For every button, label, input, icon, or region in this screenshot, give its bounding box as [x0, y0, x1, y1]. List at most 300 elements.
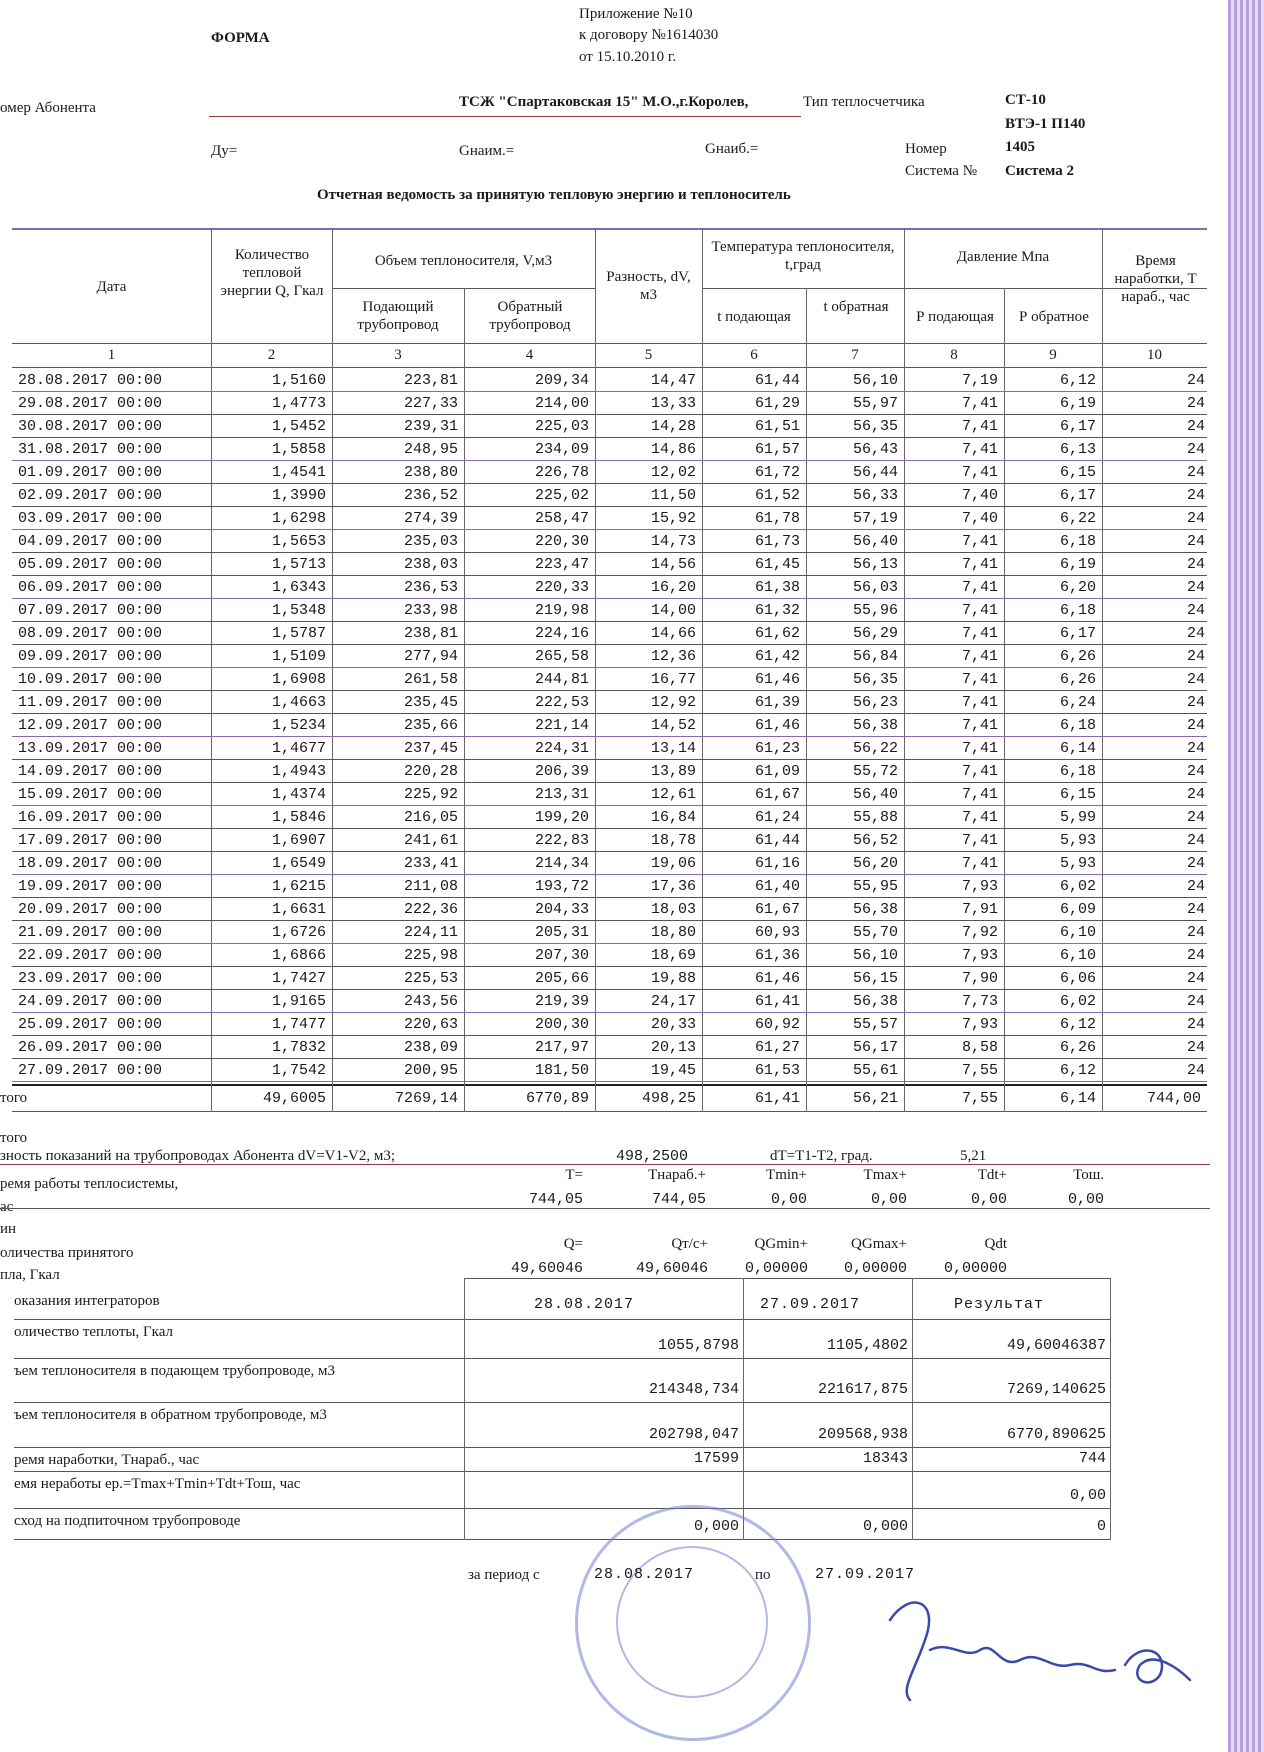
row-cell: 24 — [1186, 947, 1205, 964]
row-cell: 6,26 — [1059, 1039, 1096, 1056]
system-label: Система № — [905, 163, 978, 179]
gnaim-label: Gнаим.= — [459, 143, 515, 159]
du-label: Ду= — [211, 143, 238, 159]
row-cell: 237,45 — [403, 740, 458, 757]
row-cell: 24 — [1186, 1039, 1205, 1056]
row-cell: 6,22 — [1059, 510, 1096, 527]
row-cell: 55,96 — [852, 602, 898, 619]
heat-label-1: оличества принятого — [0, 1245, 134, 1261]
row-date: 29.08.2017 00:00 — [18, 395, 163, 412]
table-row — [12, 760, 1207, 783]
row-cell: 7,92 — [961, 924, 998, 941]
row-cell: 1,4773 — [271, 395, 326, 412]
column-number: 2 — [267, 347, 276, 363]
row-cell: 24 — [1186, 602, 1205, 619]
row-cell: 243,56 — [403, 993, 458, 1010]
table-row — [12, 852, 1207, 875]
gnaib-label: Gнаиб.= — [705, 141, 759, 157]
row-cell: 222,83 — [534, 832, 589, 849]
row-cell: 24,17 — [650, 993, 696, 1010]
row-cell: 55,88 — [852, 809, 898, 826]
row-cell: 16,77 — [650, 671, 696, 688]
row-cell: 24 — [1186, 395, 1205, 412]
row-cell: 235,45 — [403, 694, 458, 711]
row-cell: 56,35 — [852, 671, 898, 688]
t-label: Тнараб.+ — [648, 1167, 706, 1183]
table-row — [12, 369, 1207, 392]
row-cell: 24 — [1186, 487, 1205, 504]
row-cell: 7,91 — [961, 901, 998, 918]
row-cell: 1,7542 — [271, 1062, 326, 1079]
row-cell: 6,15 — [1059, 464, 1096, 481]
row-cell: 224,16 — [534, 625, 589, 642]
row-cell: 18,80 — [650, 924, 696, 941]
row-cell: 1,7427 — [271, 970, 326, 987]
header-pressure: Давление Мпа — [956, 249, 1050, 265]
row-cell: 1,5858 — [271, 441, 326, 458]
row-cell: 24 — [1186, 740, 1205, 757]
row-cell: 13,14 — [650, 740, 696, 757]
row-cell: 225,92 — [403, 786, 458, 803]
row-cell: 56,33 — [852, 487, 898, 504]
int-row-value: 0 — [1096, 1518, 1106, 1535]
row-cell: 61,62 — [754, 625, 800, 642]
row-cell: 1,4541 — [271, 464, 326, 481]
row-cell: 7,19 — [961, 372, 998, 389]
header-q: Количество тепловой энергии Q, Гкал — [220, 247, 324, 299]
row-cell: 8,58 — [961, 1039, 998, 1056]
row-cell: 213,31 — [534, 786, 589, 803]
row-cell: 1,5348 — [271, 602, 326, 619]
table-row — [12, 898, 1207, 921]
row-cell: 24 — [1186, 1062, 1205, 1079]
row-cell: 1,5109 — [271, 648, 326, 665]
itogo-label: того — [0, 1130, 28, 1146]
int-line-2 — [14, 1358, 1111, 1359]
row-cell: 56,15 — [852, 970, 898, 987]
row-cell: 236,53 — [403, 579, 458, 596]
row-cell: 12,92 — [650, 694, 696, 711]
q-label: Q= — [563, 1236, 583, 1252]
row-cell: 225,98 — [403, 947, 458, 964]
header-t-supply: t подающая — [717, 309, 791, 325]
t-value: 0,00 — [1067, 1191, 1104, 1208]
q-label: QGmin+ — [754, 1236, 808, 1252]
meter-type-value-1: СТ-10 — [1005, 92, 1046, 108]
row-cell: 24 — [1186, 924, 1205, 941]
header-time: Время наработки, Т нараб., час — [1114, 253, 1197, 305]
table-row — [12, 392, 1207, 415]
row-cell: 6,14 — [1059, 740, 1096, 757]
row-cell: 61,39 — [754, 694, 800, 711]
row-cell: 56,43 — [852, 441, 898, 458]
row-cell: 214,00 — [534, 395, 589, 412]
total-cell: 498,25 — [641, 1090, 696, 1107]
table-row — [12, 990, 1207, 1013]
row-cell: 24 — [1186, 372, 1205, 389]
total-cell: 6770,89 — [525, 1090, 589, 1107]
row-cell: 7,41 — [961, 464, 998, 481]
row-cell: 6,18 — [1059, 602, 1096, 619]
table-row — [12, 530, 1207, 553]
row-cell: 56,13 — [852, 556, 898, 573]
row-date: 31.08.2017 00:00 — [18, 441, 163, 458]
int-row-value: 49,60046387 — [1006, 1337, 1106, 1354]
row-cell: 6,06 — [1059, 970, 1096, 987]
row-date: 14.09.2017 00:00 — [18, 763, 163, 780]
worktime-label-2: ас — [0, 1199, 14, 1215]
row-cell: 18,78 — [650, 832, 696, 849]
row-cell: 61,27 — [754, 1039, 800, 1056]
row-cell: 1,5160 — [271, 372, 326, 389]
row-date: 04.09.2017 00:00 — [18, 533, 163, 550]
row-cell: 1,6215 — [271, 878, 326, 895]
q-value: 49,60046 — [510, 1260, 583, 1277]
row-cell: 24 — [1186, 464, 1205, 481]
row-cell: 7,41 — [961, 740, 998, 757]
row-cell: 238,03 — [403, 556, 458, 573]
row-cell: 61,73 — [754, 533, 800, 550]
row-cell: 235,66 — [403, 717, 458, 734]
row-cell: 16,20 — [650, 579, 696, 596]
row-cell: 56,22 — [852, 740, 898, 757]
row-cell: 24 — [1186, 625, 1205, 642]
table-row — [12, 806, 1207, 829]
row-cell: 220,63 — [403, 1016, 458, 1033]
row-cell: 235,03 — [403, 533, 458, 550]
row-cell: 24 — [1186, 694, 1205, 711]
row-cell: 5,93 — [1059, 855, 1096, 872]
row-cell: 6,26 — [1059, 648, 1096, 665]
row-cell: 7,41 — [961, 533, 998, 550]
row-date: 13.09.2017 00:00 — [18, 740, 163, 757]
int-title: оказания интеграторов — [14, 1293, 160, 1309]
int-row-value: 209568,938 — [817, 1426, 908, 1443]
row-cell: 24 — [1186, 556, 1205, 573]
period-to-label: по — [755, 1567, 771, 1583]
header-temp: Температура теплоносителя, t,град — [711, 239, 895, 273]
row-cell: 1,5787 — [271, 625, 326, 642]
row-cell: 6,15 — [1059, 786, 1096, 803]
row-cell: 19,88 — [650, 970, 696, 987]
row-cell: 61,42 — [754, 648, 800, 665]
total-cell: 6,14 — [1059, 1090, 1096, 1107]
row-cell: 7,41 — [961, 625, 998, 642]
int-col-4 — [1110, 1278, 1111, 1540]
table-row — [12, 921, 1207, 944]
row-cell: 7,41 — [961, 441, 998, 458]
row-cell: 61,57 — [754, 441, 800, 458]
row-date: 12.09.2017 00:00 — [18, 717, 163, 734]
row-cell: 1,9165 — [271, 993, 326, 1010]
int-col3-header: Результат — [954, 1296, 1045, 1313]
row-cell: 18,03 — [650, 901, 696, 918]
table-row — [12, 645, 1207, 668]
table-row — [12, 507, 1207, 530]
row-cell: 14,00 — [650, 602, 696, 619]
table-row — [12, 461, 1207, 484]
row-cell: 61,46 — [754, 717, 800, 734]
total-cell: 7269,14 — [394, 1090, 458, 1107]
row-cell: 1,4374 — [271, 786, 326, 803]
row-cell: 56,44 — [852, 464, 898, 481]
row-date: 06.09.2017 00:00 — [18, 579, 163, 596]
column-number: 3 — [394, 347, 402, 363]
row-cell: 60,92 — [754, 1016, 800, 1033]
row-cell: 20,13 — [650, 1039, 696, 1056]
row-cell: 12,61 — [650, 786, 696, 803]
row-date: 23.09.2017 00:00 — [18, 970, 163, 987]
column-number: 10 — [1147, 347, 1162, 363]
int-row-value: 0,000 — [693, 1518, 739, 1535]
period-from: 28.08.2017 — [594, 1566, 695, 1583]
header-p-supply: Р подающая — [916, 309, 994, 325]
row-cell: 20,33 — [650, 1016, 696, 1033]
row-cell: 61,36 — [754, 947, 800, 964]
row-cell: 277,94 — [403, 648, 458, 665]
total-label: того — [0, 1090, 28, 1106]
row-cell: 61,44 — [754, 832, 800, 849]
header-return-pipe: Обратный трубопровод — [489, 299, 571, 333]
row-cell: 24 — [1186, 418, 1205, 435]
row-cell: 1,7477 — [271, 1016, 326, 1033]
row-cell: 56,38 — [852, 993, 898, 1010]
row-cell: 11,50 — [650, 487, 696, 504]
int-row-label: емя неработы ер.=Tmax+Tmin+Tdt+Тош, час — [14, 1476, 301, 1492]
row-cell: 16,84 — [650, 809, 696, 826]
row-cell: 226,78 — [534, 464, 589, 481]
q-value: 0,00000 — [943, 1260, 1007, 1277]
row-cell: 12,02 — [650, 464, 696, 481]
row-cell: 14,73 — [650, 533, 696, 550]
q-label: QGmax+ — [851, 1236, 907, 1252]
row-date: 09.09.2017 00:00 — [18, 648, 163, 665]
q-label: Qт/с+ — [671, 1236, 708, 1252]
row-date: 05.09.2017 00:00 — [18, 556, 163, 573]
row-cell: 7,93 — [961, 947, 998, 964]
row-cell: 6,09 — [1059, 901, 1096, 918]
column-number: 6 — [750, 347, 758, 363]
dt-value: 5,21 — [960, 1148, 987, 1164]
row-cell: 6,10 — [1059, 924, 1096, 941]
table-row — [12, 691, 1207, 714]
row-cell: 209,34 — [534, 372, 589, 389]
row-cell: 14,47 — [650, 372, 696, 389]
header-volume: Объем теплоносителя, V,м3 — [374, 253, 553, 269]
row-cell: 7,41 — [961, 556, 998, 573]
table-row — [12, 783, 1207, 806]
row-cell: 56,03 — [852, 579, 898, 596]
t-value: 0,00 — [770, 1191, 807, 1208]
row-date: 10.09.2017 00:00 — [18, 671, 163, 688]
table-row — [12, 668, 1207, 691]
row-cell: 236,52 — [403, 487, 458, 504]
row-cell: 1,4943 — [271, 763, 326, 780]
int-row-label: ъем теплоносителя в подающем трубопроводе, м3 — [14, 1363, 336, 1379]
row-cell: 206,39 — [534, 763, 589, 780]
table-row — [12, 967, 1207, 990]
row-cell: 14,86 — [650, 441, 696, 458]
table-row — [12, 438, 1207, 461]
scan-edge-stripe — [1228, 0, 1264, 1752]
row-cell: 6,17 — [1059, 625, 1096, 642]
summary-divider-1 — [0, 1164, 1210, 1165]
row-cell: 219,39 — [534, 993, 589, 1010]
int-line-5 — [14, 1471, 1111, 1472]
row-cell: 6,02 — [1059, 993, 1096, 1010]
table-row — [12, 944, 1207, 967]
row-cell: 61,16 — [754, 855, 800, 872]
row-cell: 1,3990 — [271, 487, 326, 504]
row-date: 24.09.2017 00:00 — [18, 993, 163, 1010]
table-row — [12, 1059, 1207, 1082]
row-cell: 61,40 — [754, 878, 800, 895]
row-date: 02.09.2017 00:00 — [18, 487, 163, 504]
form-title: ФОРМА — [211, 30, 270, 46]
row-cell: 6,17 — [1059, 418, 1096, 435]
row-cell: 24 — [1186, 579, 1205, 596]
row-cell: 61,78 — [754, 510, 800, 527]
int-col-1 — [464, 1278, 465, 1540]
q-value: 0,00000 — [744, 1260, 808, 1277]
header-p-return: Р обратное — [1019, 309, 1089, 325]
row-cell: 61,41 — [754, 993, 800, 1010]
total-bottom-line — [12, 1111, 1207, 1112]
row-cell: 6,24 — [1059, 694, 1096, 711]
row-cell: 61,24 — [754, 809, 800, 826]
row-cell: 6,19 — [1059, 556, 1096, 573]
row-cell: 205,66 — [534, 970, 589, 987]
row-cell: 181,50 — [534, 1062, 589, 1079]
colnum-bottom-line — [12, 367, 1207, 368]
t-label: T= — [565, 1167, 583, 1183]
in-label: ин — [0, 1221, 17, 1237]
int-row-value: 202798,047 — [648, 1426, 739, 1443]
row-cell: 238,81 — [403, 625, 458, 642]
worktime-label-1: ремя работы теплосистемы, — [0, 1176, 179, 1192]
table-row — [12, 622, 1207, 645]
int-row-value: 1105,4802 — [826, 1337, 908, 1354]
row-date: 20.09.2017 00:00 — [18, 901, 163, 918]
subscriber-name: ТСЖ "Спартаковская 15" М.О.,г.Королев, — [459, 94, 749, 110]
row-cell: 56,52 — [852, 832, 898, 849]
row-cell: 223,81 — [403, 372, 458, 389]
row-cell: 55,61 — [852, 1062, 898, 1079]
row-cell: 1,6907 — [271, 832, 326, 849]
row-cell: 7,41 — [961, 671, 998, 688]
column-number: 8 — [950, 347, 958, 363]
row-cell: 61,29 — [754, 395, 800, 412]
row-cell: 61,09 — [754, 763, 800, 780]
row-cell: 220,30 — [534, 533, 589, 550]
row-date: 22.09.2017 00:00 — [18, 947, 163, 964]
row-cell: 24 — [1186, 441, 1205, 458]
appendix-line-2: к договору №1614030 — [579, 27, 719, 43]
handwritten-signature — [870, 1580, 1200, 1720]
row-cell: 61,53 — [754, 1062, 800, 1079]
row-cell: 55,95 — [852, 878, 898, 895]
row-cell: 1,6908 — [271, 671, 326, 688]
row-cell: 6,26 — [1059, 671, 1096, 688]
row-cell: 19,06 — [650, 855, 696, 872]
row-cell: 6,12 — [1059, 1062, 1096, 1079]
row-date: 17.09.2017 00:00 — [18, 832, 163, 849]
total-cell: 7,55 — [961, 1090, 998, 1107]
row-cell: 7,41 — [961, 395, 998, 412]
row-cell: 225,02 — [534, 487, 589, 504]
int-line-1 — [14, 1319, 1111, 1320]
row-cell: 55,70 — [852, 924, 898, 941]
row-cell: 6,12 — [1059, 372, 1096, 389]
t-value: 0,00 — [870, 1191, 907, 1208]
table-top-border — [12, 228, 1207, 230]
table-row — [12, 737, 1207, 760]
row-cell: 225,03 — [534, 418, 589, 435]
column-number: 5 — [644, 347, 653, 363]
row-date: 19.09.2017 00:00 — [18, 878, 163, 895]
row-cell: 13,89 — [650, 763, 696, 780]
t-label: Tmax+ — [863, 1167, 907, 1183]
int-row-label: сход на подпиточном трубопроводе — [14, 1513, 241, 1529]
row-cell: 233,41 — [403, 855, 458, 872]
row-cell: 7,41 — [961, 717, 998, 734]
row-cell: 56,17 — [852, 1039, 898, 1056]
table-row — [12, 553, 1207, 576]
row-cell: 6,18 — [1059, 717, 1096, 734]
row-cell: 17,36 — [650, 878, 696, 895]
row-cell: 61,67 — [754, 901, 800, 918]
row-cell: 5,99 — [1059, 809, 1096, 826]
row-cell: 216,05 — [403, 809, 458, 826]
row-cell: 56,35 — [852, 418, 898, 435]
int-row-value: 18343 — [862, 1450, 908, 1467]
int-row-value: 0,00 — [1069, 1487, 1106, 1504]
row-cell: 199,20 — [534, 809, 589, 826]
row-cell: 24 — [1186, 763, 1205, 780]
row-date: 27.09.2017 00:00 — [18, 1062, 163, 1079]
row-cell: 7,40 — [961, 487, 998, 504]
meter-type-value-2: ВТЭ-1 П140 — [1005, 116, 1086, 132]
table-row — [12, 576, 1207, 599]
header-t-return: t обратная — [823, 299, 889, 315]
int-row-label: оличество теплоты, Гкал — [14, 1324, 174, 1340]
row-cell: 1,5846 — [271, 809, 326, 826]
row-date: 11.09.2017 00:00 — [18, 694, 163, 711]
int-row-value: 1055,8798 — [657, 1337, 739, 1354]
row-cell: 24 — [1186, 901, 1205, 918]
row-cell: 60,93 — [754, 924, 800, 941]
row-cell: 1,7832 — [271, 1039, 326, 1056]
int-col-2 — [743, 1278, 744, 1540]
row-cell: 7,41 — [961, 602, 998, 619]
row-date: 08.09.2017 00:00 — [18, 625, 163, 642]
row-cell: 7,40 — [961, 510, 998, 527]
row-cell: 6,10 — [1059, 947, 1096, 964]
row-cell: 6,18 — [1059, 763, 1096, 780]
header-bottom-line — [12, 343, 1207, 344]
row-cell: 224,11 — [403, 924, 458, 941]
table-row — [12, 714, 1207, 737]
row-cell: 265,58 — [534, 648, 589, 665]
appendix-line-3: от 15.10.2010 г. — [579, 49, 677, 65]
int-row-value: 214348,734 — [648, 1381, 739, 1398]
row-date: 26.09.2017 00:00 — [18, 1039, 163, 1056]
number-value: 1405 — [1005, 139, 1035, 155]
meter-type-label: Тип теплосчетчика — [803, 94, 925, 110]
row-cell: 61,46 — [754, 970, 800, 987]
row-cell: 6,12 — [1059, 1016, 1096, 1033]
row-cell: 7,41 — [961, 855, 998, 872]
